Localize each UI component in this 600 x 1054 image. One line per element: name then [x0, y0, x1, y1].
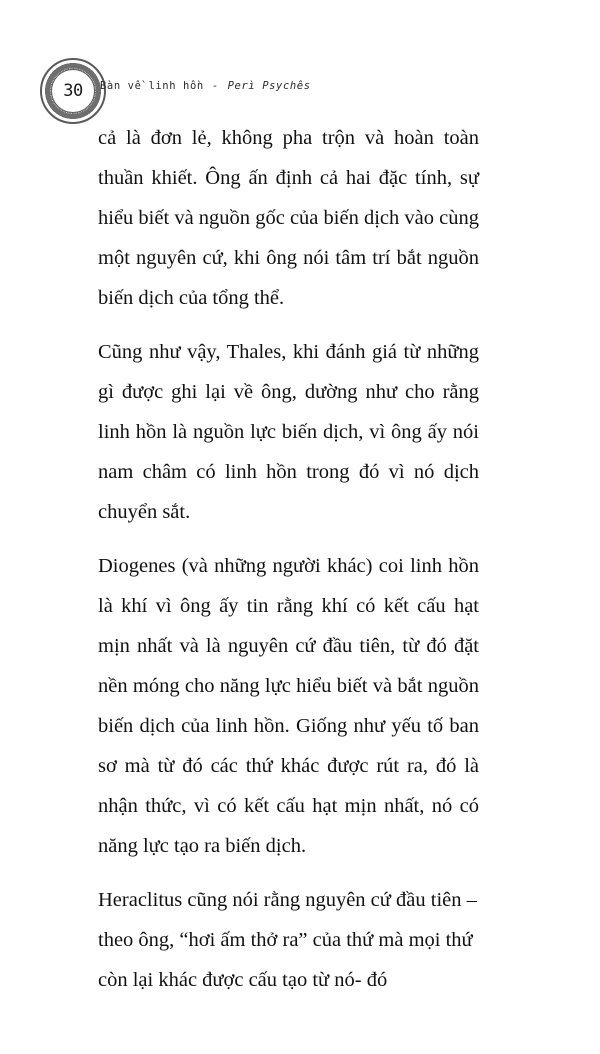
header-title-italic: Perì Psychês [227, 80, 311, 92]
paragraph: Diogenes (và những người khác) coi linh hồn là khí vì ông ấy tin rằng khí có kết cấu hạt mịn nhất và là nguyên cứ đầu tiên, từ đó đặt nền móng cho năng lực hiểu biết và bắt nguồn biến dịch của linh hồn. Giống như yếu tố ban sơ mà từ đó các thứ khác được rút ra, đó là nhận thức, vì có kết cấu hạt mịn nhất, nó có năng lực tạo ra biến dịch. [98, 555, 479, 857]
paragraph: Cũng như vậy, Thales, khi đánh giá từ những gì được ghi lại về ông, dường như cho rằng linh hồn là nguồn lực biến dịch, vì ông ấy nói nam châm có linh hồn trong đó vì nó dịch chuyển sắt. [98, 341, 479, 523]
page-number-ornament-icon [40, 58, 106, 124]
header-title-dash: - [211, 80, 219, 92]
page-number: 30 [63, 81, 83, 101]
header-title-roman: Bàn về linh hồn [100, 80, 204, 92]
body-text-block [98, 118, 479, 1000]
header-title [100, 80, 311, 92]
paragraph: Heraclitus cũng nói rằng nguyên cứ đầu tiên – theo ông, “hơi ấm thở ra” của thứ mà mọi thứ còn lại khác được cấu tạo từ nó- đó [98, 889, 477, 991]
paragraph: cả là đơn lẻ, không pha trộn và hoàn toàn thuần khiết. Ông ấn định cả hai đặc tính, sự hiểu biết và nguồn gốc của biến dịch vào cùng một nguyên cứ, khi ông nói tâm trí bắt nguồn biến dịch của tổng thể. [98, 127, 479, 309]
